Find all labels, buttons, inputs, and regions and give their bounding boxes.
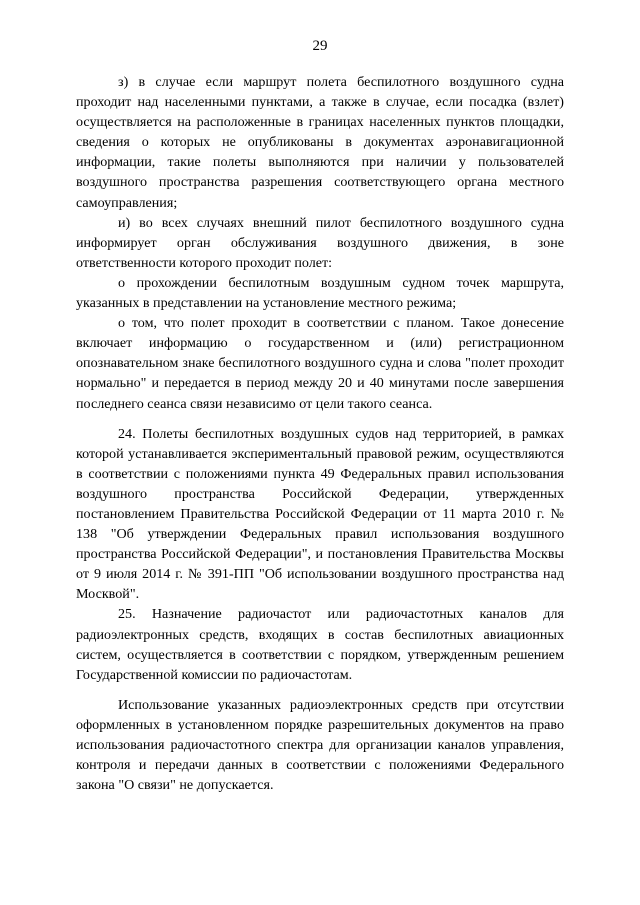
page-number: 29	[312, 38, 328, 54]
paragraph-25: 25. Назначение радиочастот или радиочастотных каналов для радиоэлектронных средств, входящих в состав беспилотных авиационных систем, осуществляется в соответствии с порядком, утвержденным решением Государственной комиссии по радиочастотам.	[76, 606, 564, 683]
paragraph-24: 24. Полеты беспилотных воздушных судов над территорией, в рамках которой устанавливается экспериментальный правовой режим, осуществляются в соответствии с положениями пункта 49 Федеральных правил использования воздушного пространства Российской Федерации, утвержденных постановлением Правительства Российской Федерации от 11 марта 2010 г. № 138 "Об утверждении Федеральных правил использования воздушного пространства Российской Федерации", и постановления Правительства Москвы от 9 июля 2014 г. № 391-ПП "Об использовании воздушного пространства над Москвой".	[76, 425, 564, 603]
paragraph-i: и) во всех случаях внешний пилот беспилотного воздушного судна информирует орган обслуживания воздушного движения, в зоне ответственности которого проходит полет:	[76, 214, 564, 271]
paragraph-flight-plan-report: о том, что полет проходит в соответствии с планом. Такое донесение включает информацию о государственном и (или) регистрационном опознавательном знаке беспилотного воздушного судна и слова "полет проходит нормально" и передается в период между 20 и 40 минутами после завершения последнего сеанса связи независимо от цели такого сеанса.	[76, 315, 564, 412]
paragraph-waypoints: о прохождении беспилотным воздушным судном точек маршрута, указанных в представлении на установление местного режима;	[76, 274, 564, 312]
paragraph-z: з) в случае если маршрут полета беспилотного воздушного судна проходит над населенными пунктами, а также в случае, если посадка (взлет) осуществляется на расположенные в границах населенных пунктов площадки, сведения о которых не опубликованы в документах аэронавигационной информации, такие полеты выполняются при наличии у пользователей воздушного пространства разрешения соответствующего органа местного самоуправления;	[76, 74, 564, 211]
paragraph-radio-usage: Использование указанных радиоэлектронных средств при отсутствии оформленных в установленном порядке разрешительных документов на право использования радиочастотного спектра для организации каналов управления, контроля и передачи данных в соответствии с положениями Федерального закона "О связи" не допускается.	[76, 696, 564, 794]
document-body	[76, 72, 564, 795]
